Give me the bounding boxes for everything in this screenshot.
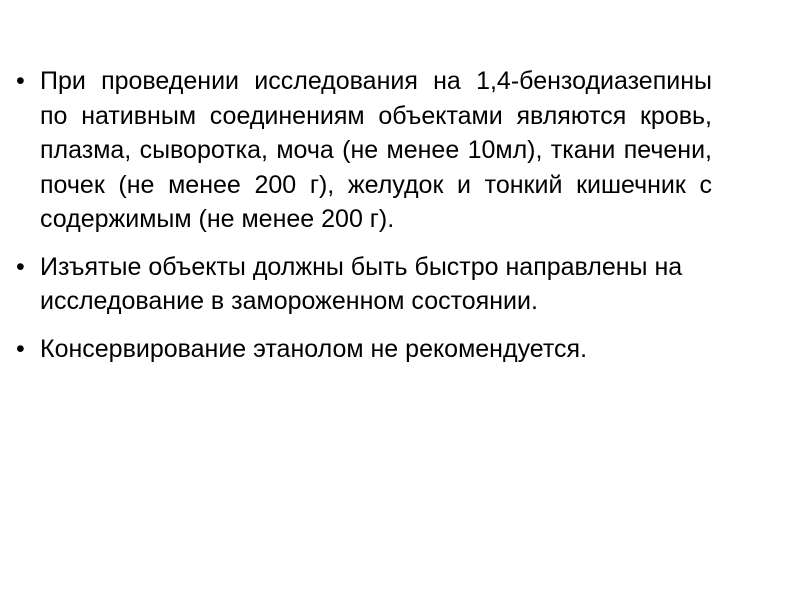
bullet-text: При проведении исследования на 1,4-бензодиазепины по нативным соединениям объектами являются кровь, плазма, сыворотка, моча (не менее 10мл), ткани печени, почек (не менее 200 г), желудок и тонкий кишечник с содержимым (не менее 200 г). bbox=[40, 67, 712, 233]
bullet-item-frozen-transport bbox=[16, 250, 712, 319]
bullet-item-sample-objects bbox=[16, 64, 712, 237]
bullet-list bbox=[16, 64, 712, 379]
bullet-dot-icon: • bbox=[16, 334, 25, 363]
bullet-item-ethanol-note bbox=[16, 332, 712, 367]
bullet-text: Консервирование этанолом не рекомендуется. bbox=[40, 334, 588, 363]
bullet-dot-icon: • bbox=[16, 252, 25, 281]
bullet-text: Изъятые объекты должны быть быстро направлены на исследование в замороженном состоянии. bbox=[40, 252, 683, 315]
bullet-dot-icon: • bbox=[16, 67, 25, 95]
